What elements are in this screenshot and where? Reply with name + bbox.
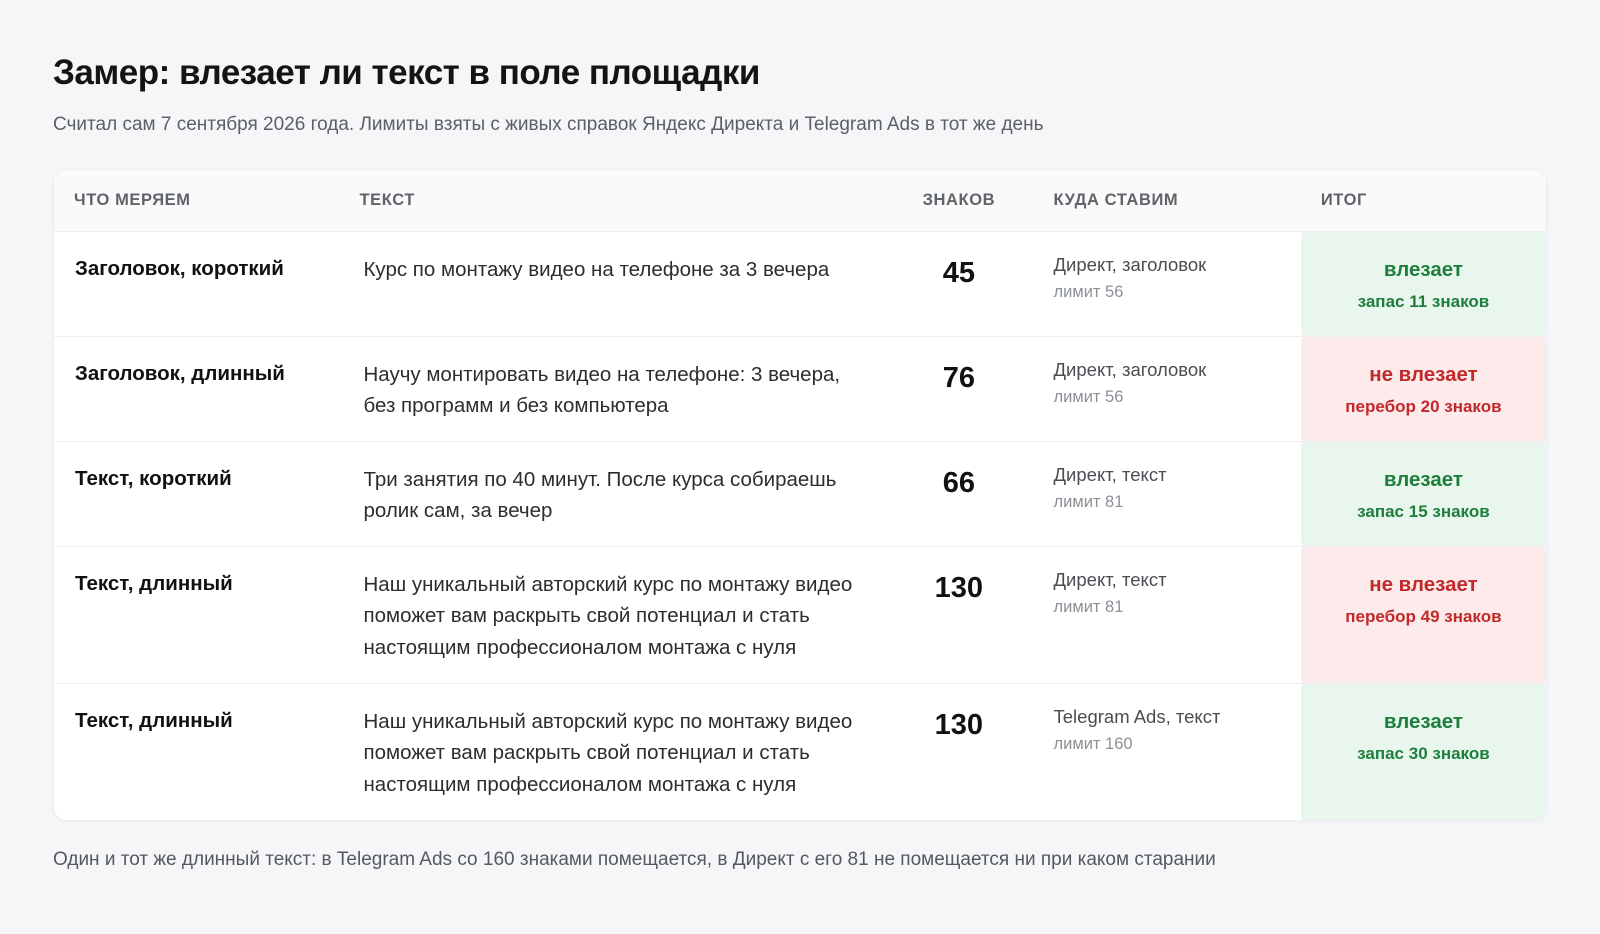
placement-limit: лимит 81 [1053, 492, 1124, 511]
placement-name: Директ, текст [1053, 463, 1167, 485]
placement-name: Директ, заголовок [1053, 253, 1207, 275]
row-verdict [1301, 231, 1546, 336]
page-subtitle: Считал сам 7 сентября 2026 года. Лимиты взяты с живых справок Яндекс Директа и Telegram Ads в тот же день [53, 114, 1044, 135]
row-verdict [1301, 546, 1546, 683]
verdict-badge-fits [1301, 684, 1546, 821]
verdict-detail: запас 15 знаков [1357, 501, 1490, 521]
table-row [54, 441, 1546, 546]
placement-limit: лимит 56 [1053, 387, 1124, 406]
row-verdict [1301, 441, 1546, 546]
row-what: Заголовок, длинный [54, 336, 339, 441]
verdict-label: влезает [1383, 467, 1463, 491]
placement-limit: лимит 56 [1053, 282, 1124, 301]
row-what: Текст, короткий [54, 441, 339, 546]
verdict-badge-overflow [1301, 547, 1546, 683]
row-char-count: 130 [934, 708, 984, 741]
verdict-label: влезает [1383, 709, 1463, 733]
column-header-what: ЧТО МЕРЯЕМ [54, 170, 339, 231]
table-row [54, 336, 1546, 441]
row-text: Наш уникальный авторский курс по монтажу видео поможет вам раскрыть свой потенциал и стать настоящим профессионалом монтажа с нуля [339, 546, 884, 683]
row-what: Текст, длинный [54, 546, 339, 683]
placement-name: Директ, текст [1053, 568, 1167, 590]
column-header-verdict: ИТОГ [1301, 170, 1546, 231]
placement-limit: лимит 81 [1053, 597, 1124, 616]
placement-limit: лимит 160 [1053, 734, 1133, 753]
row-text: Наш уникальный авторский курс по монтажу видео поможет вам раскрыть свой потенциал и стать настоящим профессионалом монтажа с нуля [363, 709, 853, 796]
row-placement [1034, 546, 1301, 683]
table-row [54, 231, 1546, 336]
row-what: Заголовок, короткий [54, 231, 339, 336]
results-table-card [53, 169, 1547, 821]
column-header-where: КУДА СТАВИМ [1034, 170, 1301, 231]
row-placement [1034, 231, 1301, 336]
column-header-count: ЗНАКОВ [884, 170, 1033, 231]
row-char-count: 66 [884, 441, 1033, 546]
verdict-label: не влезает [1369, 572, 1478, 596]
row-char-count: 130 [884, 546, 1033, 683]
table-row [54, 683, 1546, 820]
page-title: Замер: влезает ли текст в поле площадки [53, 53, 760, 92]
row-placement [1034, 336, 1301, 441]
results-table [54, 170, 1546, 820]
footnote: Один и тот же длинный текст: в Telegram Ads со 160 знаками помещается, в Директ с его 81 не помещается ни при каком старании [53, 849, 1216, 870]
verdict-detail: перебор 20 знаков [1345, 396, 1502, 416]
row-text: Научу монтировать видео на телефоне: 3 вечера, без программ и без компьютера [339, 336, 884, 441]
table-row [54, 546, 1546, 683]
row-char-count: 76 [884, 336, 1033, 441]
table-header-row [54, 170, 1546, 231]
row-char-count: 45 [884, 231, 1033, 336]
row-what: Текст, длинный [75, 708, 233, 732]
row-text: Курс по монтажу видео на телефоне за 3 вечера [339, 231, 884, 336]
verdict-badge-fits [1301, 442, 1546, 546]
verdict-label: не влезает [1369, 362, 1478, 386]
placement-name: Telegram Ads, текст [1053, 705, 1221, 727]
verdict-detail: запас 30 знаков [1357, 743, 1490, 763]
row-verdict [1301, 336, 1546, 441]
verdict-detail: перебор 49 знаков [1345, 606, 1502, 626]
column-header-text: ТЕКСТ [339, 170, 884, 231]
verdict-badge-overflow [1301, 337, 1546, 441]
verdict-badge-fits [1301, 232, 1546, 336]
verdict-detail: запас 11 знаков [1357, 291, 1490, 311]
row-placement [1034, 683, 1301, 820]
row-text: Три занятия по 40 минут. После курса собираешь ролик сам, за вечер [339, 441, 884, 546]
placement-name: Директ, заголовок [1053, 358, 1207, 380]
row-placement [1034, 441, 1301, 546]
row-verdict [1301, 683, 1546, 820]
verdict-label: влезает [1383, 257, 1463, 281]
